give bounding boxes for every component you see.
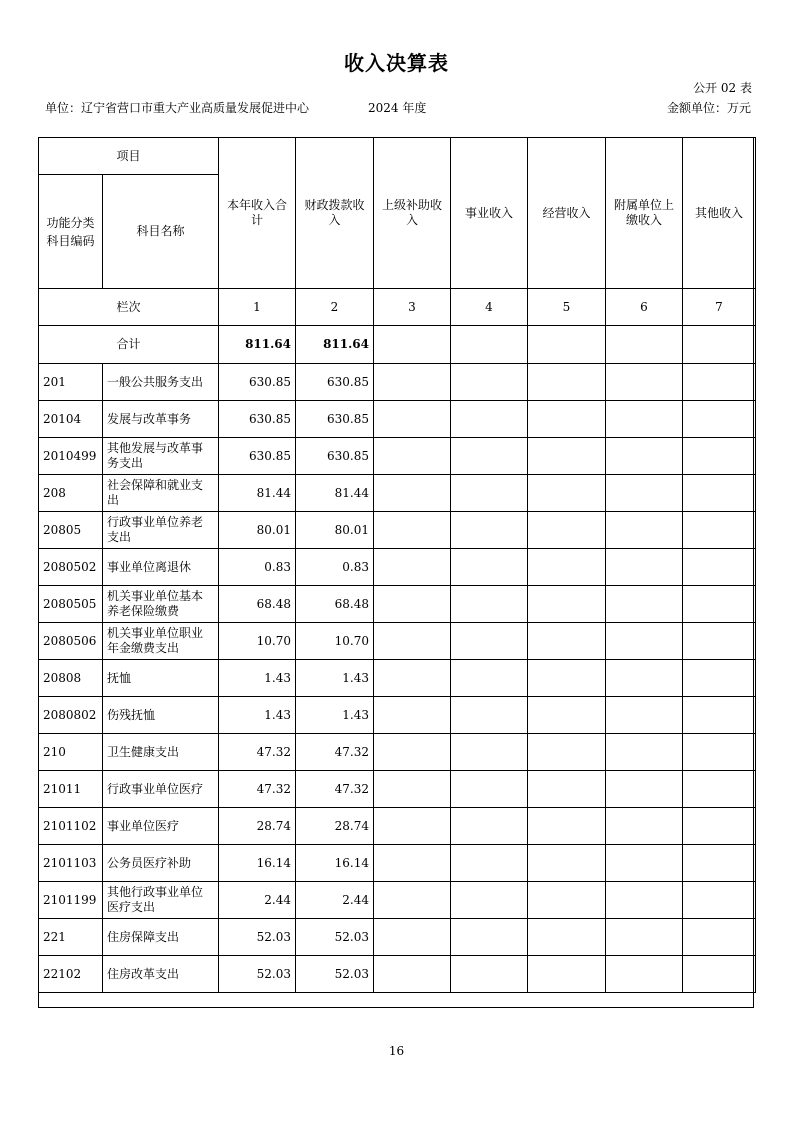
unit-name: 单位：辽宁省营口市重大产业高质量发展促进中心 xyxy=(45,101,310,115)
page-title: 收入决算表 xyxy=(344,51,449,75)
subject-code: 2080802 xyxy=(39,697,103,734)
total-income-value: 1.43 xyxy=(219,697,296,734)
empty-cell xyxy=(683,808,756,845)
empty-cell xyxy=(683,623,756,660)
empty-cell xyxy=(606,697,683,734)
empty-cell xyxy=(528,771,606,808)
fiscal-appropriation-value: 630.85 xyxy=(296,364,374,401)
total-row xyxy=(39,326,756,364)
fiscal-appropriation-value: 1.43 xyxy=(296,660,374,697)
table-row xyxy=(39,475,756,512)
empty-cell xyxy=(606,919,683,956)
subject-code: 201 xyxy=(39,364,103,401)
empty-cell xyxy=(528,697,606,734)
empty-cell xyxy=(606,512,683,549)
table-row xyxy=(39,438,756,475)
empty-cell xyxy=(374,808,451,845)
subject-code: 20104 xyxy=(39,401,103,438)
subject-name: 社会保障和就业支出 xyxy=(103,475,219,512)
subject-name: 发展与改革事务 xyxy=(103,401,219,438)
empty-cell xyxy=(528,919,606,956)
header-col-7: 其他收入 xyxy=(683,138,756,289)
total-income-value: 630.85 xyxy=(219,438,296,475)
empty-cell xyxy=(606,586,683,623)
fiscal-appropriation-value: 16.14 xyxy=(296,845,374,882)
column-index-4: 4 xyxy=(451,289,528,326)
subject-name: 行政事业单位养老支出 xyxy=(103,512,219,549)
fiscal-appropriation-value: 68.48 xyxy=(296,586,374,623)
empty-cell xyxy=(528,734,606,771)
empty-cell xyxy=(528,586,606,623)
table-row xyxy=(39,401,756,438)
fiscal-appropriation-value: 81.44 xyxy=(296,475,374,512)
empty-cell xyxy=(374,549,451,586)
total-income-value: 10.70 xyxy=(219,623,296,660)
total-income-value: 47.32 xyxy=(219,771,296,808)
income-table xyxy=(38,137,756,993)
empty-cell xyxy=(606,623,683,660)
empty-cell xyxy=(683,956,756,993)
subject-name: 住房改革支出 xyxy=(103,956,219,993)
empty-cell xyxy=(451,919,528,956)
empty-cell xyxy=(606,808,683,845)
subject-code: 2080502 xyxy=(39,549,103,586)
empty-cell xyxy=(528,364,606,401)
total-value-2: 811.64 xyxy=(296,326,374,364)
money-unit: 金额单位：万元 xyxy=(666,101,751,115)
fiscal-appropriation-value: 630.85 xyxy=(296,438,374,475)
empty-cell xyxy=(683,549,756,586)
header-col-5: 经营收入 xyxy=(528,138,606,289)
empty-cell xyxy=(451,401,528,438)
table-row xyxy=(39,919,756,956)
table-row xyxy=(39,660,756,697)
subject-name: 事业单位医疗 xyxy=(103,808,219,845)
empty-cell xyxy=(374,586,451,623)
empty-cell xyxy=(528,660,606,697)
table-row xyxy=(39,549,756,586)
empty-cell xyxy=(374,734,451,771)
total-income-value: 28.74 xyxy=(219,808,296,845)
total-income-value: 52.03 xyxy=(219,956,296,993)
empty-cell xyxy=(451,697,528,734)
total-income-value: 1.43 xyxy=(219,660,296,697)
empty-cell xyxy=(374,623,451,660)
header-project: 项目 xyxy=(39,138,219,175)
empty-cell xyxy=(374,882,451,919)
subject-name: 抚恤 xyxy=(103,660,219,697)
empty-cell xyxy=(683,919,756,956)
empty-cell xyxy=(451,512,528,549)
subject-code: 22102 xyxy=(39,956,103,993)
empty-cell xyxy=(683,660,756,697)
header-col-6: 附属单位上缴收入 xyxy=(606,138,683,289)
subject-name: 机关事业单位基本养老保险缴费 xyxy=(103,586,219,623)
empty-cell xyxy=(451,771,528,808)
subject-code: 21011 xyxy=(39,771,103,808)
column-index-label: 栏次 xyxy=(39,289,219,326)
empty-cell xyxy=(606,845,683,882)
empty-cell xyxy=(451,549,528,586)
total-income-value: 47.32 xyxy=(219,734,296,771)
fiscal-appropriation-value: 10.70 xyxy=(296,623,374,660)
fiscal-year: 2024 年度 xyxy=(368,101,427,115)
total-income-value: 630.85 xyxy=(219,401,296,438)
subject-name: 其他发展与改革事务支出 xyxy=(103,438,219,475)
table-row xyxy=(39,364,756,401)
total-income-value: 68.48 xyxy=(219,586,296,623)
total-label: 合计 xyxy=(39,326,219,364)
subject-code: 221 xyxy=(39,919,103,956)
fiscal-appropriation-value: 630.85 xyxy=(296,401,374,438)
empty-cell xyxy=(374,401,451,438)
column-index-7: 7 xyxy=(683,289,756,326)
subject-name: 机关事业单位职业年金缴费支出 xyxy=(103,623,219,660)
column-index-6: 6 xyxy=(606,289,683,326)
page-number: 16 xyxy=(388,1044,405,1058)
subject-name: 一般公共服务支出 xyxy=(103,364,219,401)
empty-cell xyxy=(374,660,451,697)
empty-cell xyxy=(606,401,683,438)
empty-cell xyxy=(451,475,528,512)
empty-cell xyxy=(374,512,451,549)
table-row xyxy=(39,845,756,882)
empty-cell xyxy=(683,882,756,919)
empty-cell xyxy=(683,401,756,438)
header-col-1: 本年收入合计 xyxy=(219,138,296,289)
column-index-5: 5 xyxy=(528,289,606,326)
header-col-3: 上级补助收入 xyxy=(374,138,451,289)
subject-code: 2080505 xyxy=(39,586,103,623)
fiscal-appropriation-value: 52.03 xyxy=(296,919,374,956)
empty-cell xyxy=(528,808,606,845)
form-number: 公开 02 表 xyxy=(693,81,752,95)
header-col-2: 财政拨款收入 xyxy=(296,138,374,289)
empty-cell xyxy=(606,475,683,512)
table-row xyxy=(39,586,756,623)
empty-cell xyxy=(374,919,451,956)
total-income-value: 16.14 xyxy=(219,845,296,882)
table-row xyxy=(39,882,756,919)
empty-cell xyxy=(683,586,756,623)
empty-cell xyxy=(451,438,528,475)
empty-cell xyxy=(606,882,683,919)
column-index-2: 2 xyxy=(296,289,374,326)
subject-code: 2101102 xyxy=(39,808,103,845)
total-income-value: 81.44 xyxy=(219,475,296,512)
table-row xyxy=(39,771,756,808)
column-index-3: 3 xyxy=(374,289,451,326)
empty-cell xyxy=(374,475,451,512)
empty-cell xyxy=(528,438,606,475)
subject-name: 行政事业单位医疗 xyxy=(103,771,219,808)
empty-cell xyxy=(606,660,683,697)
empty-cell xyxy=(374,438,451,475)
empty-cell xyxy=(451,660,528,697)
empty-cell xyxy=(528,623,606,660)
empty-cell xyxy=(528,845,606,882)
total-income-value: 630.85 xyxy=(219,364,296,401)
subject-name: 公务员医疗补助 xyxy=(103,845,219,882)
table-row xyxy=(39,808,756,845)
empty-cell xyxy=(451,882,528,919)
subject-code: 2080506 xyxy=(39,623,103,660)
empty-cell xyxy=(606,364,683,401)
table-row xyxy=(39,734,756,771)
empty-cell xyxy=(528,512,606,549)
fiscal-appropriation-value: 1.43 xyxy=(296,697,374,734)
empty-cell xyxy=(374,771,451,808)
empty-cell xyxy=(683,734,756,771)
empty-cell xyxy=(374,845,451,882)
subject-name: 其他行政事业单位医疗支出 xyxy=(103,882,219,919)
empty-cell xyxy=(451,586,528,623)
table-row xyxy=(39,623,756,660)
subject-name: 住房保障支出 xyxy=(103,919,219,956)
empty-cell xyxy=(451,623,528,660)
total-value-1: 811.64 xyxy=(219,326,296,364)
empty-cell xyxy=(683,771,756,808)
fiscal-appropriation-value: 2.44 xyxy=(296,882,374,919)
subject-code: 20808 xyxy=(39,660,103,697)
empty-cell xyxy=(683,845,756,882)
empty-cell xyxy=(451,956,528,993)
fiscal-appropriation-value: 28.74 xyxy=(296,808,374,845)
subject-code: 2101103 xyxy=(39,845,103,882)
empty-cell xyxy=(451,734,528,771)
empty-cell xyxy=(374,364,451,401)
header-subject-name: 科目名称 xyxy=(103,175,219,289)
subject-name: 事业单位离退休 xyxy=(103,549,219,586)
empty-cell xyxy=(606,549,683,586)
total-income-value: 0.83 xyxy=(219,549,296,586)
table-row xyxy=(39,697,756,734)
header-col-4: 事业收入 xyxy=(451,138,528,289)
table-row xyxy=(39,956,756,993)
empty-cell xyxy=(528,882,606,919)
subject-code: 210 xyxy=(39,734,103,771)
empty-cell xyxy=(606,771,683,808)
fiscal-appropriation-value: 80.01 xyxy=(296,512,374,549)
column-index-1: 1 xyxy=(219,289,296,326)
fiscal-appropriation-value: 52.03 xyxy=(296,956,374,993)
empty-cell xyxy=(528,401,606,438)
fiscal-appropriation-value: 47.32 xyxy=(296,734,374,771)
empty-cell xyxy=(606,438,683,475)
fiscal-appropriation-value: 0.83 xyxy=(296,549,374,586)
header-func-code: 功能分类科目编码 xyxy=(39,175,103,289)
empty-cell xyxy=(606,734,683,771)
empty-cell xyxy=(451,364,528,401)
empty-cell xyxy=(606,956,683,993)
empty-cell xyxy=(374,956,451,993)
total-income-value: 80.01 xyxy=(219,512,296,549)
empty-cell xyxy=(528,956,606,993)
subject-code: 208 xyxy=(39,475,103,512)
empty-cell xyxy=(528,549,606,586)
subject-name: 卫生健康支出 xyxy=(103,734,219,771)
empty-cell xyxy=(683,512,756,549)
empty-cell xyxy=(528,475,606,512)
empty-cell xyxy=(683,475,756,512)
empty-cell xyxy=(683,438,756,475)
subject-name: 伤残抚恤 xyxy=(103,697,219,734)
subject-code: 20805 xyxy=(39,512,103,549)
empty-cell xyxy=(683,364,756,401)
empty-cell xyxy=(683,697,756,734)
fiscal-appropriation-value: 47.32 xyxy=(296,771,374,808)
subject-code: 2010499 xyxy=(39,438,103,475)
total-income-value: 2.44 xyxy=(219,882,296,919)
empty-cell xyxy=(374,697,451,734)
subject-code: 2101199 xyxy=(39,882,103,919)
table-row xyxy=(39,512,756,549)
empty-cell xyxy=(451,808,528,845)
empty-cell xyxy=(451,845,528,882)
total-income-value: 52.03 xyxy=(219,919,296,956)
